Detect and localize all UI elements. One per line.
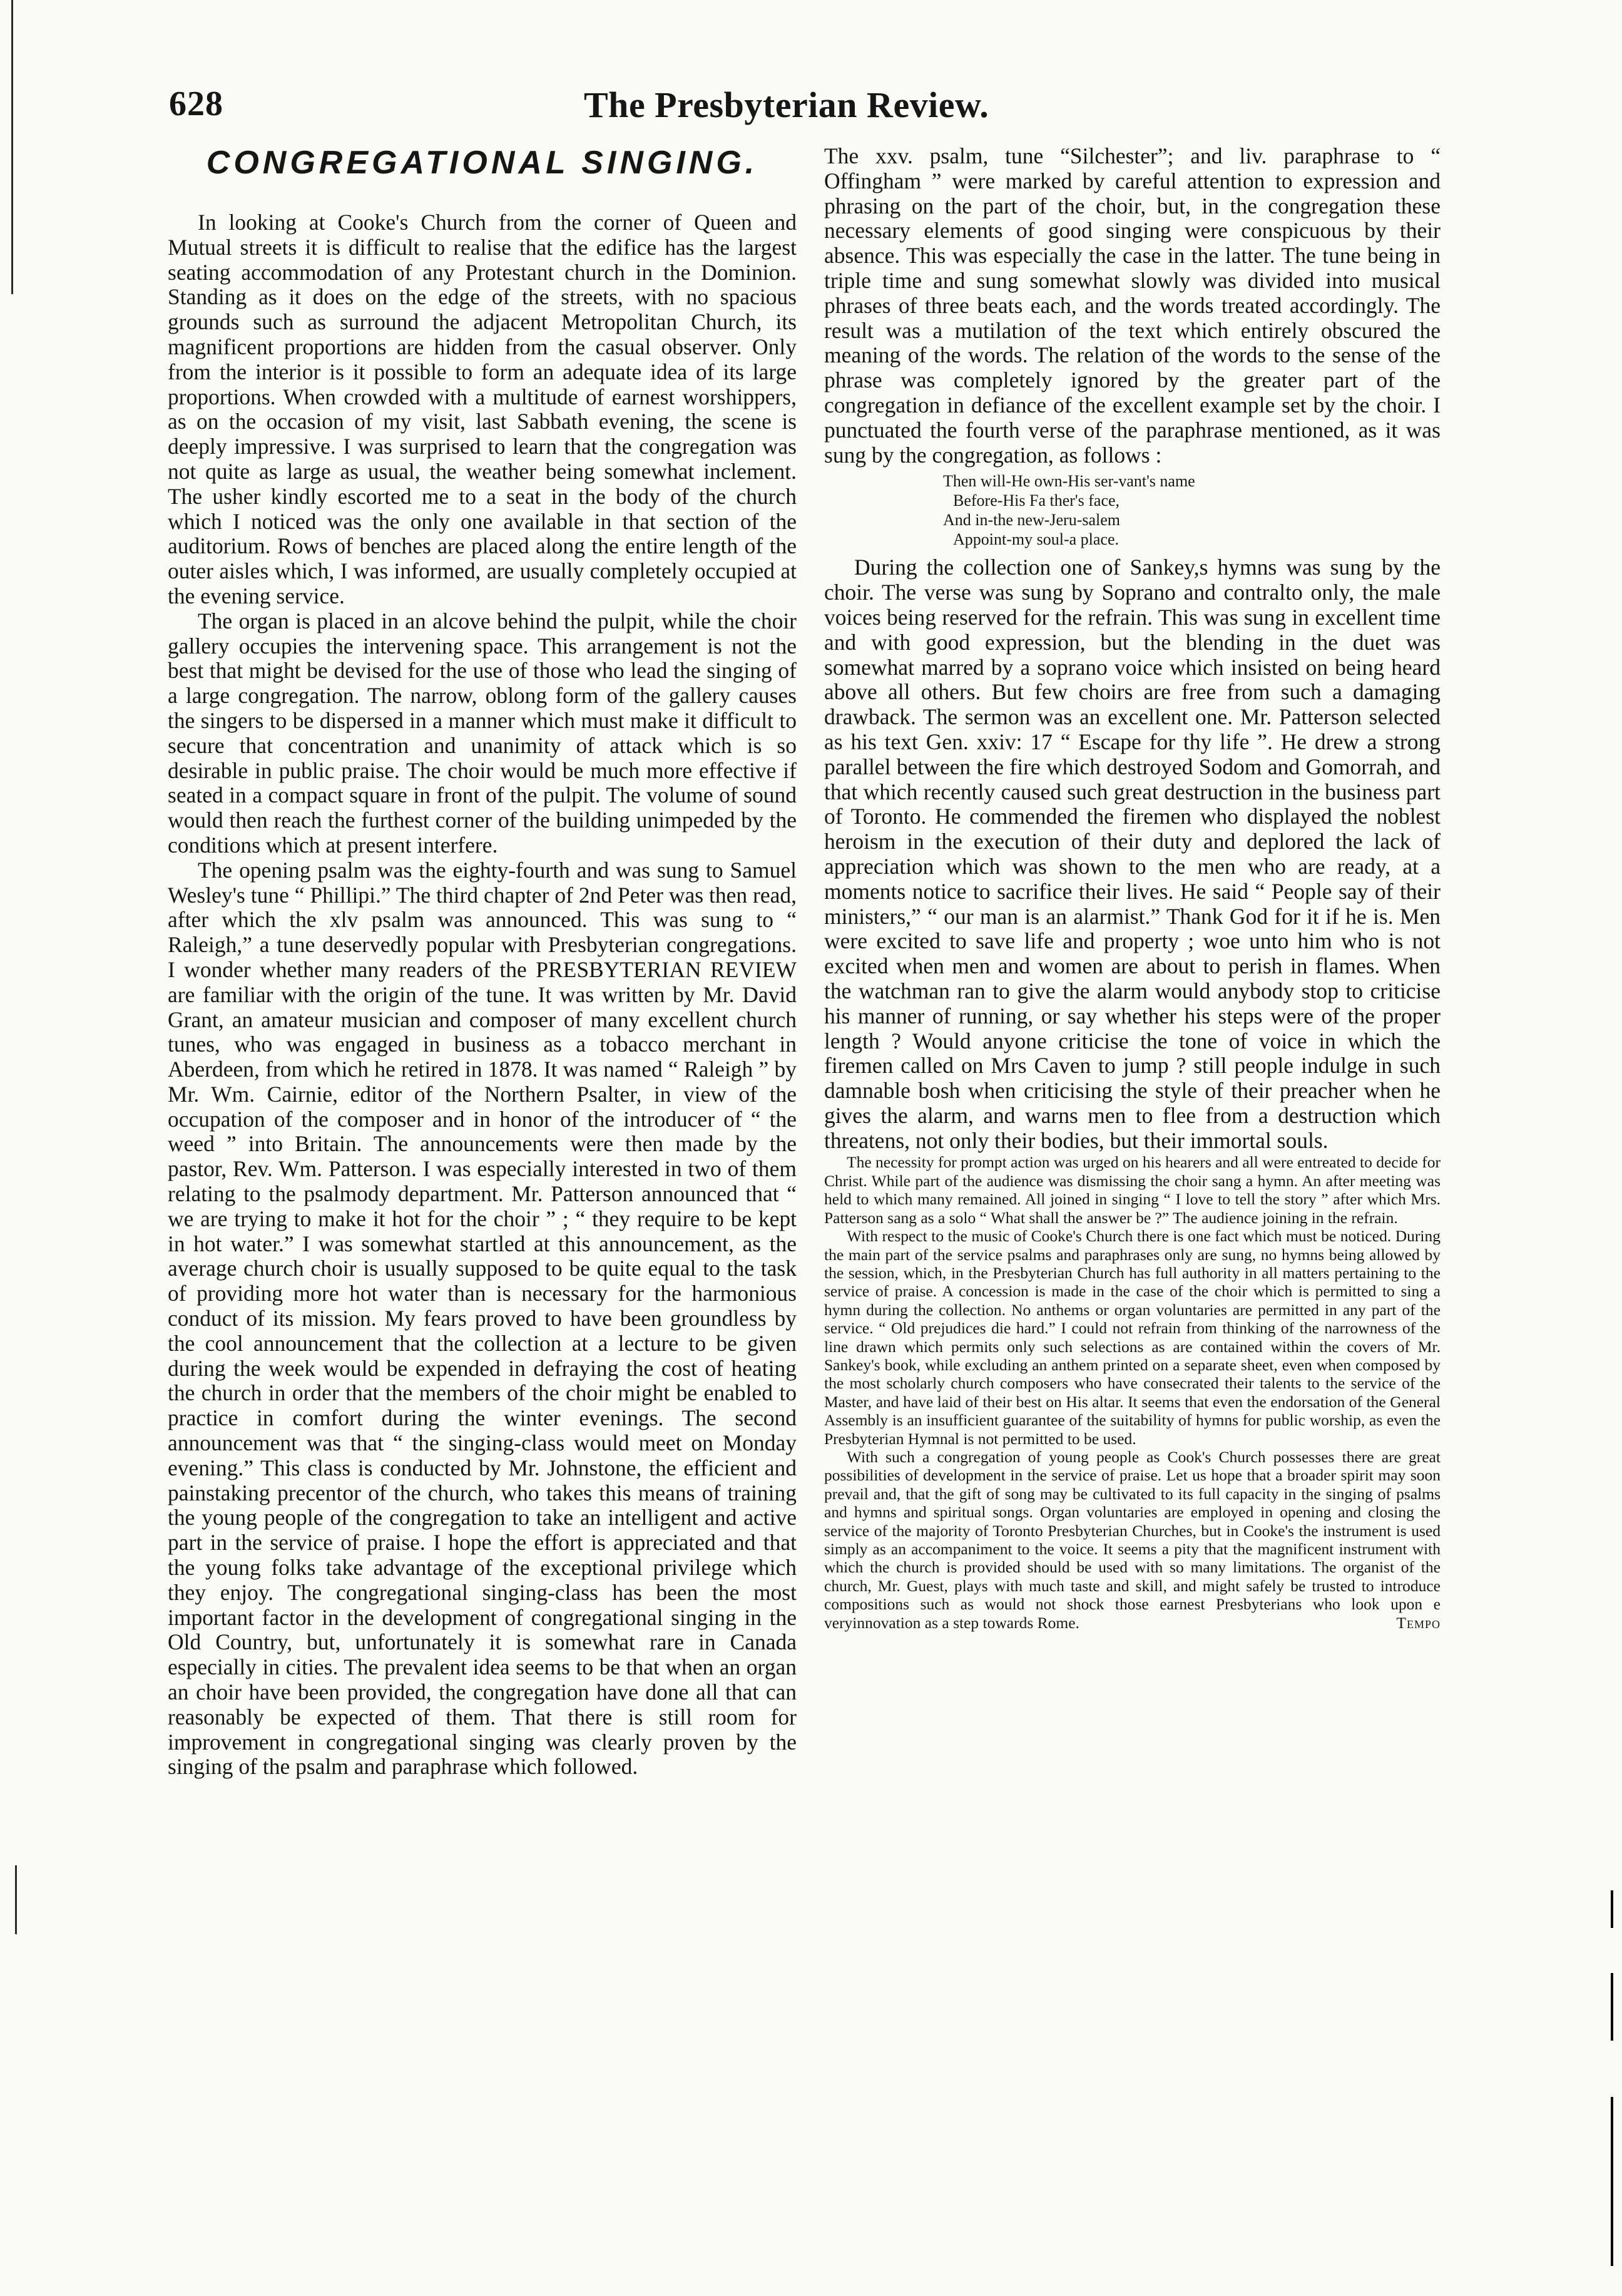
left-column [168,144,797,1780]
journal-title: The Presbyterian Review. [584,85,989,125]
scan-edge-mark [11,0,13,294]
scan-edge-mark [15,1865,17,1934]
small-paragraph: With respect to the music of Cooke's Church there is one fact which must be noticed. During the main part of the service psalms and paraphrases only are sung, no hymns being allowed by the session, which, in the Presbyterian Church has full authority in all matters pertaining to the service of praise. A concession is made in the case of the choir which is permitted to sing a hymn during the collection. No anthems or organ voluntaries are permitted in any part of the service. “ Old prejudices die hard.” I could not refrain from thinking of the narrowness of the line drawn which permits only such selections as are contained within the covers of Mr. Sankey's book, while excluding an anthem printed on a separate sheet, even when composed by the most scholarly church composers who have consecrated their talents to the service of the Master, and have laid of their best on His altar. It seems that even the endorsation of the General Assembly is an insufficient guarantee of the suitability of hymns for public worship, as even the Presbyterian Hymnal is not permitted to be used. [824,1227,1441,1448]
small-paragraph-text: With such a congregation of young people as Cook's Church possesses there are great possibilities of development in the service of praise. Let us hope that a broader spirit may soon prevail and, that the gift of song may be cultivated to its full capacity in the singing of psalms and hymns and spiritual songs. Organ voluntaries are employed in opening and closing the service of the majority of Toronto Presbyterian Churches, but in Cooke's the instrument is used simply as an accompaniment to the voice. It seems a pity that the magnificent instrument with which the church is provided should be used with so many limitations. The organist of the church, Mr. Guest, plays with much taste and skill, and might safely be trusted to introduce compositions such as would not shock those earnest Presbyterians who look upon e veryinnovation as a step towards Rome. [824,1447,1441,1632]
article-title: CONGREGATIONAL SINGING. [206,145,758,181]
running-head [169,84,1408,128]
page-number: 628 [169,85,223,123]
hymn-line: Then will-He own-His ser-vant's name [943,472,1195,491]
paragraph: During the collection one of Sankey,s hymns was sung by the choir. The verse was sung by Soprano and contralto only, the male voices being reserved for the refrain. This was sung in excellent time and with good expression, but the blending in the duet was somewhat marred by a soprano voice which insisted on being heard above all others. But few choirs are free from such a damaging drawback. The sermon was an excellent one. Mr. Patterson selected as his text Gen. xxiv: 17 “ Escape for thy life ”. He drew a strong parallel between the fire which destroyed Sodom and Gomorrah, and that which recently caused such great destruction in the business part of Toronto. He commended the firemen who displayed the noblest heroism in the execution of their duty and deplored the lack of appreciation which was shown to the men who are ready, at a moments notice to sacrifice their lives. He said “ People say of their ministers,” “ our man is an alarmist.” Thank God for it if he is. Men were excited to save life and property ; woe unto him who is not excited when men and women are about to perish in flames. When the watchman ran to give the alarm would anybody stop to criticise his manner of running, or say whether his steps were of the proper length ? Would anyone criticise the tone of voice in which the firemen called on Mrs Caven to jump ? still people indulge in such damnable bosh when criticising the style of their preacher when he gives the alarm, and warns men to flee from a destruction which threatens, not only their bodies, but their immortal souls. [824,555,1441,1153]
small-paragraph: The necessity for prompt action was urged on his hearers and all were entreated to decide for Christ. While part of the audience was dismissing the choir sang a hymn. An after meeting was held to which many remained. All joined in singing “ I love to tell the story ” after which Mrs. Patterson sang as a solo “ What shall the answer be ?” The audience joining in the refrain. [824,1153,1441,1227]
author-signature: Tempo [1396,1613,1441,1632]
small-print-section [824,1153,1441,1632]
hymn-verse [824,471,1441,549]
paragraph: The opening psalm was the eighty-fourth and was sung to Samuel Wesley's tune “ Phillipi.” The third chapter of 2nd Peter was then read, after which the xlv psalm was announced. This was sung to “ Raleigh,” a tune deservedly popular with Presbyterian congregations. I wonder whether many readers of the PRESBYTERIAN REVIEW are familiar with the origin of the tune. It was written by Mr. David Grant, an amateur musician and composer of many excellent church tunes, who was engaged in business as a tobacco merchant in Aberdeen, from which he retired in 1878. It was named “ Raleigh ” by Mr. Wm. Cairnie, editor of the Northern Psalter, in view of the occupation of the composer and in honor of the introducer of “ the weed ” into Britain. The announcements were then made by the pastor, Rev. Wm. Patterson. I was especially interested in two of them relating to the psalmody department. Mr. Patterson announced that “ we are trying to make it hot for the choir ” ; “ they require to be kept in hot water.” I was somewhat startled at this announcement, as the average church choir is usually supposed to be quite equal to the task of providing more hot water than is necessary for the harmonious conduct of its mission. My fears proved to have been groundless by the cool announcement that the collection at a lecture to be given during the week would be expended in defraying the cost of heating the church in order that the members of the choir might be enabled to practice in comfort during the winter evenings. The second announcement was that “ the singing-class would meet on Monday evening.” This class is conducted by Mr. Johnstone, the efficient and painstaking precentor of the church, who takes this means of training the young people of the congregation to take an intelligent and active part in the service of praise. I hope the effort is appreciated and that the young folks take advantage of the exceptional privilege which they enjoy. The congregational singing-class has been the most important factor in the development of congregational singing in the Old Country, but, unfortunately it is somewhat rare in Canada especially in cities. The prevalent idea seems to be that when an organ an choir have been provided, the congregation have done all that can reasonably be expected of them. That there is still room for improvement in congregational singing was clearly proven by the singing of the psalm and paraphrase which followed. [168,857,797,1780]
small-paragraph [824,1448,1441,1632]
hymn-line: Appoint-my soul-a place. [953,530,1119,549]
hymn-line: Before-His Fa ther's face, [953,491,1120,510]
paragraph: The organ is placed in an alcove behind the pulpit, while the choir gallery occupies the intervening space. This arrangement is not the best that might be devised for the use of those who lead the singing of a large congregation. The narrow, oblong form of the gallery causes the singers to be dispersed in a manner which must make it difficult to secure that concentration and unanimity of attack which is so desirable in public praise. The choir would be much more effective if seated in a compact square in front of the pulpit. The volume of sound would then reach the furthest corner of the building unimpeded by the conditions which at present interfere. [168,608,797,858]
hymn-line: And in-the new-Jeru-salem [943,511,1121,530]
right-column [824,144,1441,1632]
paragraph: In looking at Cooke's Church from the corner of Queen and Mutual streets it is difficult to realise that the edifice has the largest seating accommodation of any Protestant church in the Dominion. Standing as it does on the edge of the streets, with no spacious grounds such as surround the adjacent Metropolitan Church, its magnificent proportions are hidden from the casual observer. Only from the interior is it possible to form an adequate idea of its large proportions. When crowded with a multitude of earnest worshippers, as on the occasion of my visit, last Sabbath evening, the scene is deeply impressive. I was surprised to learn that the congregation was not quite as large as usual, the weather being somewhat inclement. The usher kindly escorted me to a seat in the body of the church which I noticed was the only one available in that section of the auditorium. Rows of benches are placed along the entire length of the outer aisles which, I was informed, are usually completely occupied at the evening service. [168,210,797,608]
scan-edge-mark [1611,1890,1613,2266]
paragraph: The xxv. psalm, tune “Silchester”; and liv. paraphrase to “ Offingham ” were marked by careful attention to expression and phrasing on the part of the choir, but, in the congregation these necessary elements of good singing were conspicuous by their absence. This was especially the case in the latter. The tune being in triple time and sung somewhat slowly was divided into musical phrases of three beats each, and the words treated accordingly. The result was a mutilation of the text which entirely obscured the meaning of the words. The relation of the words to the sense of the phrase was completely ignored by the greater part of the congregation in defiance of the excellent example set by the choir. I punctuated the fourth verse of the paraphrase mentioned, as it was sung by the congregation, as follows : [824,143,1441,468]
